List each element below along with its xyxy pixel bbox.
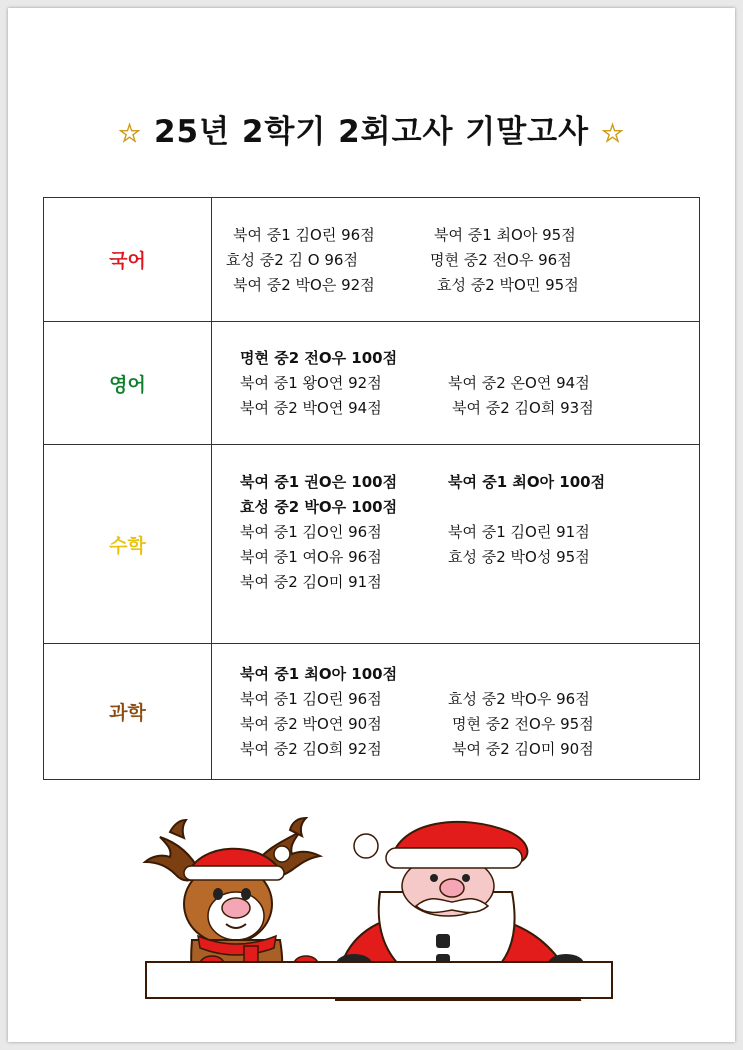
list-item: 북여 중1 김O린 96점: [233, 226, 375, 244]
list-item: 북여 중1 최O아 100점: [448, 473, 606, 491]
list-item: 효성 중2 김 O 96점: [226, 251, 358, 269]
title-text: 25년 2학기 2회고사 기말고사: [153, 114, 590, 150]
list-item: 북여 중2 박O연 90점: [240, 715, 382, 733]
table-row-science: [44, 644, 699, 779]
list-item: 북여 중2 박O연 94점: [240, 399, 382, 417]
table-row-english: [44, 322, 699, 445]
list-item: 북여 중1 권O은 100점: [240, 473, 398, 491]
subject-english: 영어: [44, 322, 212, 444]
list-item: 북여 중1 최O아 100점: [240, 665, 398, 683]
page-title: [0, 106, 743, 151]
list-item: 북여 중1 김O린 96점: [240, 690, 382, 708]
list-item: 북여 중1 최O아 95점: [434, 226, 576, 244]
santa-and-reindeer-icon: [140, 812, 620, 1002]
list-item: 효성 중2 박O성 95점: [448, 548, 590, 566]
list-item: 명현 중2 전O우 95점: [452, 715, 594, 733]
honor-roll-table: [43, 197, 700, 780]
list-item: 북여 중2 김O미 90점: [452, 740, 594, 758]
list-item: 북여 중1 김O인 96점: [240, 523, 382, 541]
list-item: 북여 중2 박O은 92점: [233, 276, 375, 294]
list-item: 명현 중2 전O우 100점: [240, 349, 398, 367]
star-icon: ☆: [117, 119, 143, 149]
table-row-korean: [44, 198, 699, 322]
table-row-math: [44, 445, 699, 644]
list-item: 명현 중2 전O우 96점: [430, 251, 572, 269]
list-item: 북여 중2 온O연 94점: [448, 374, 590, 392]
star-icon: ☆: [600, 119, 626, 149]
list-item: 북여 중2 김O희 93점: [452, 399, 594, 417]
list-item: 효성 중2 박O우 96점: [448, 690, 590, 708]
subject-science: 과학: [44, 644, 212, 779]
subject-math: 수학: [44, 445, 212, 643]
list-item: 효성 중2 박O우 100점: [240, 498, 398, 516]
list-item: 북여 중2 김O미 91점: [240, 573, 382, 591]
list-item: 북여 중1 왕O연 92점: [240, 374, 382, 392]
list-item: 북여 중1 김O린 91점: [448, 523, 590, 541]
list-item: 효성 중2 박O민 95점: [437, 276, 579, 294]
list-item: 북여 중1 여O유 96점: [240, 548, 382, 566]
list-item: 북여 중2 김O희 92점: [240, 740, 382, 758]
subject-korean: 국어: [44, 198, 212, 321]
